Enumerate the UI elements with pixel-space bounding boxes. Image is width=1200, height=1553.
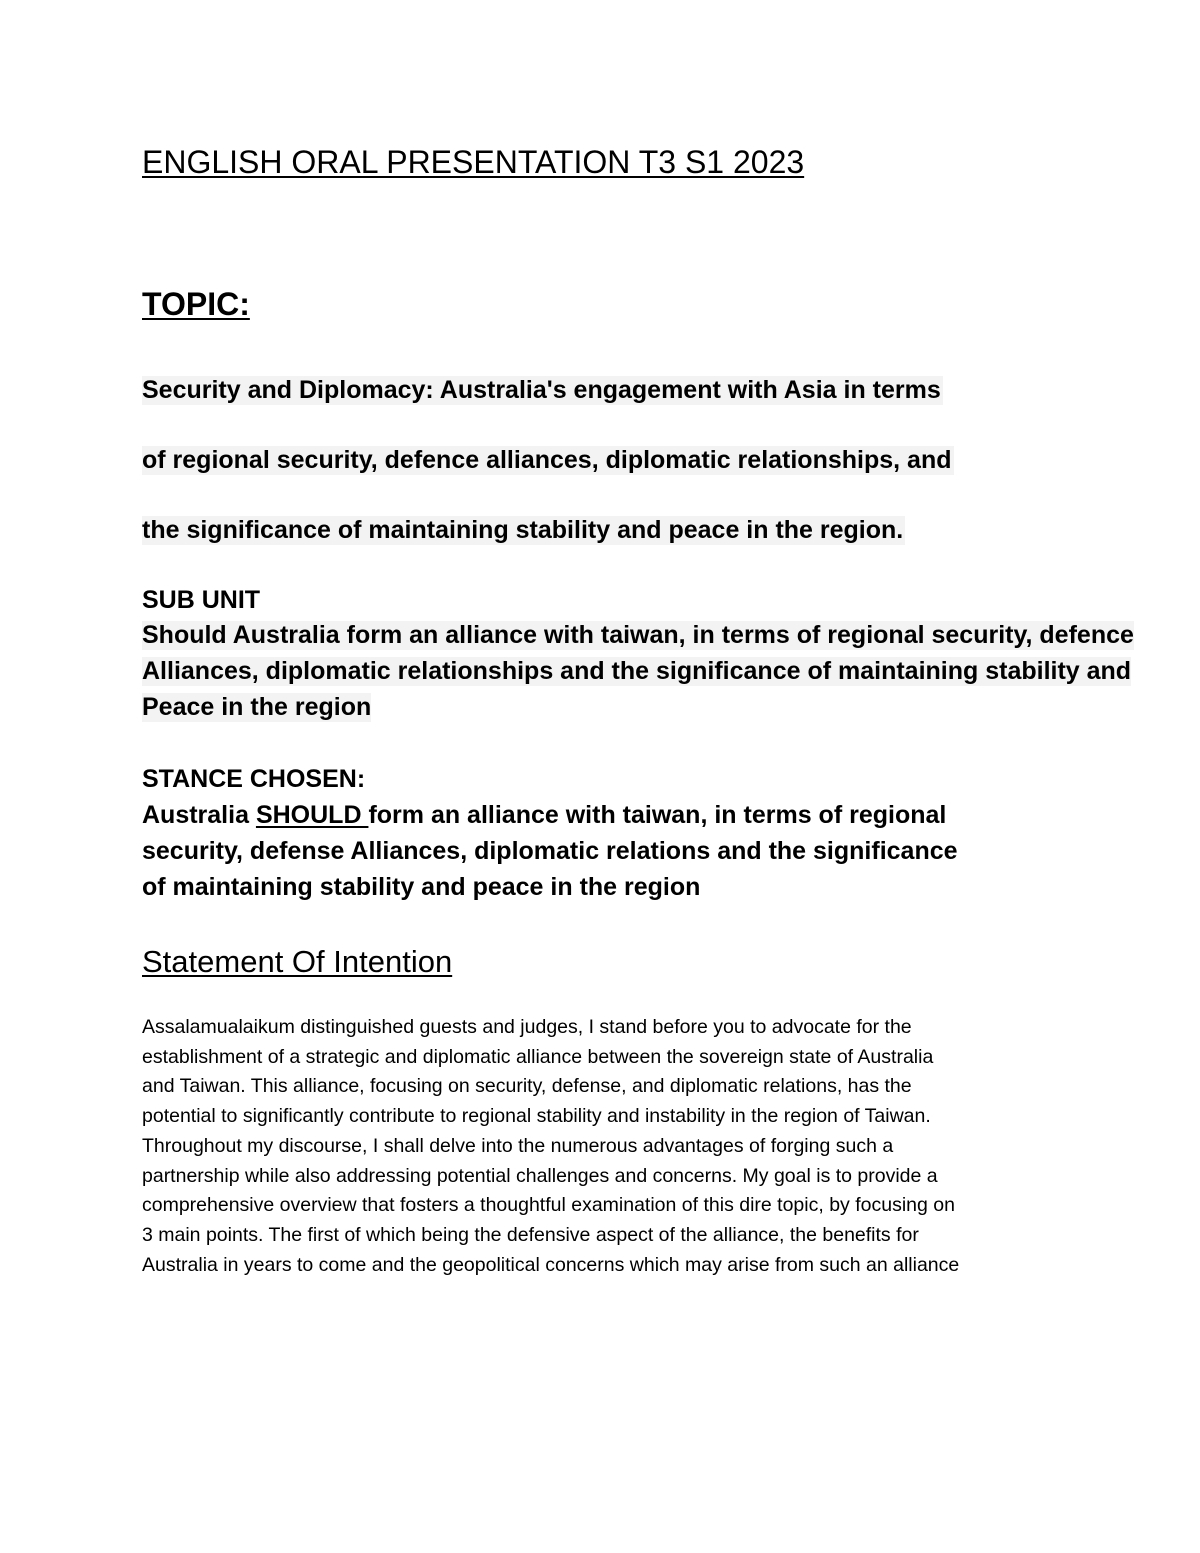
- paragraph-line: Assalamualaikum distinguished guests and judges, I stand before you to advocate for the: [142, 1016, 912, 1038]
- paragraph-line: 3 main points. The first of which being the defensive aspect of the alliance, the benefits for: [142, 1223, 919, 1246]
- sub-unit-line-2: Alliances, diplomatic relationships and the significance of maintaining stability and: [142, 657, 1132, 685]
- stance-label: STANCE CHOSEN:: [142, 765, 366, 793]
- paragraph-line: Throughout my discourse, I shall delve into the numerous advantages of forging such a: [142, 1134, 894, 1157]
- stance-line-2: security, defense Alliances, diplomatic relations and the significance: [142, 837, 958, 865]
- paragraph-line: comprehensive overview that fosters a thoughtful examination of this dire topic, by focusing on: [142, 1194, 955, 1217]
- sub-unit-line-1: Should Australia form an alliance with taiwan, in terms of regional security, defence: [142, 621, 1134, 649]
- paragraph-line: and Taiwan. This alliance, focusing on security, defense, and diplomatic relations, has the: [142, 1075, 912, 1098]
- topic-line-1: Security and Diplomacy: Australia's engagement with Asia in terms: [142, 376, 941, 404]
- paragraph-line: establishment of a strategic and diplomatic alliance between the sovereign state of Australia: [142, 1045, 934, 1068]
- sub-unit-line-3: Peace in the region: [142, 693, 372, 721]
- stance-line-3: of maintaining stability and peace in the region: [142, 873, 701, 901]
- stance-line-1-end: form an alliance with taiwan, in terms of regional: [368, 801, 947, 829]
- sub-unit-label: SUB UNIT: [142, 586, 261, 614]
- statement-of-intention-paragraph: [142, 1013, 1082, 1280]
- topic-heading: TOPIC:: [142, 286, 250, 322]
- paragraph-line: partnership while also addressing potential challenges and concerns. My goal is to provide a: [142, 1164, 938, 1187]
- stance-line-1-start: Australia: [142, 801, 256, 829]
- stance-emphasis: SHOULD: [255, 801, 369, 829]
- document-title: ENGLISH ORAL PRESENTATION T3 S1 2023: [142, 144, 805, 180]
- statement-of-intention-heading: Statement Of Intention: [142, 944, 453, 979]
- paragraph-line: potential to significantly contribute to regional stability and instability in the region of Taiwan.: [142, 1105, 931, 1128]
- paragraph-line: Australia in years to come and the geopolitical concerns which may arise from such an alliance: [142, 1253, 960, 1276]
- topic-line-2: of regional security, defence alliances, diplomatic relationships, and: [142, 446, 952, 474]
- stance-line-1: [142, 801, 946, 830]
- topic-line-3: the significance of maintaining stability and peace in the region.: [142, 516, 904, 544]
